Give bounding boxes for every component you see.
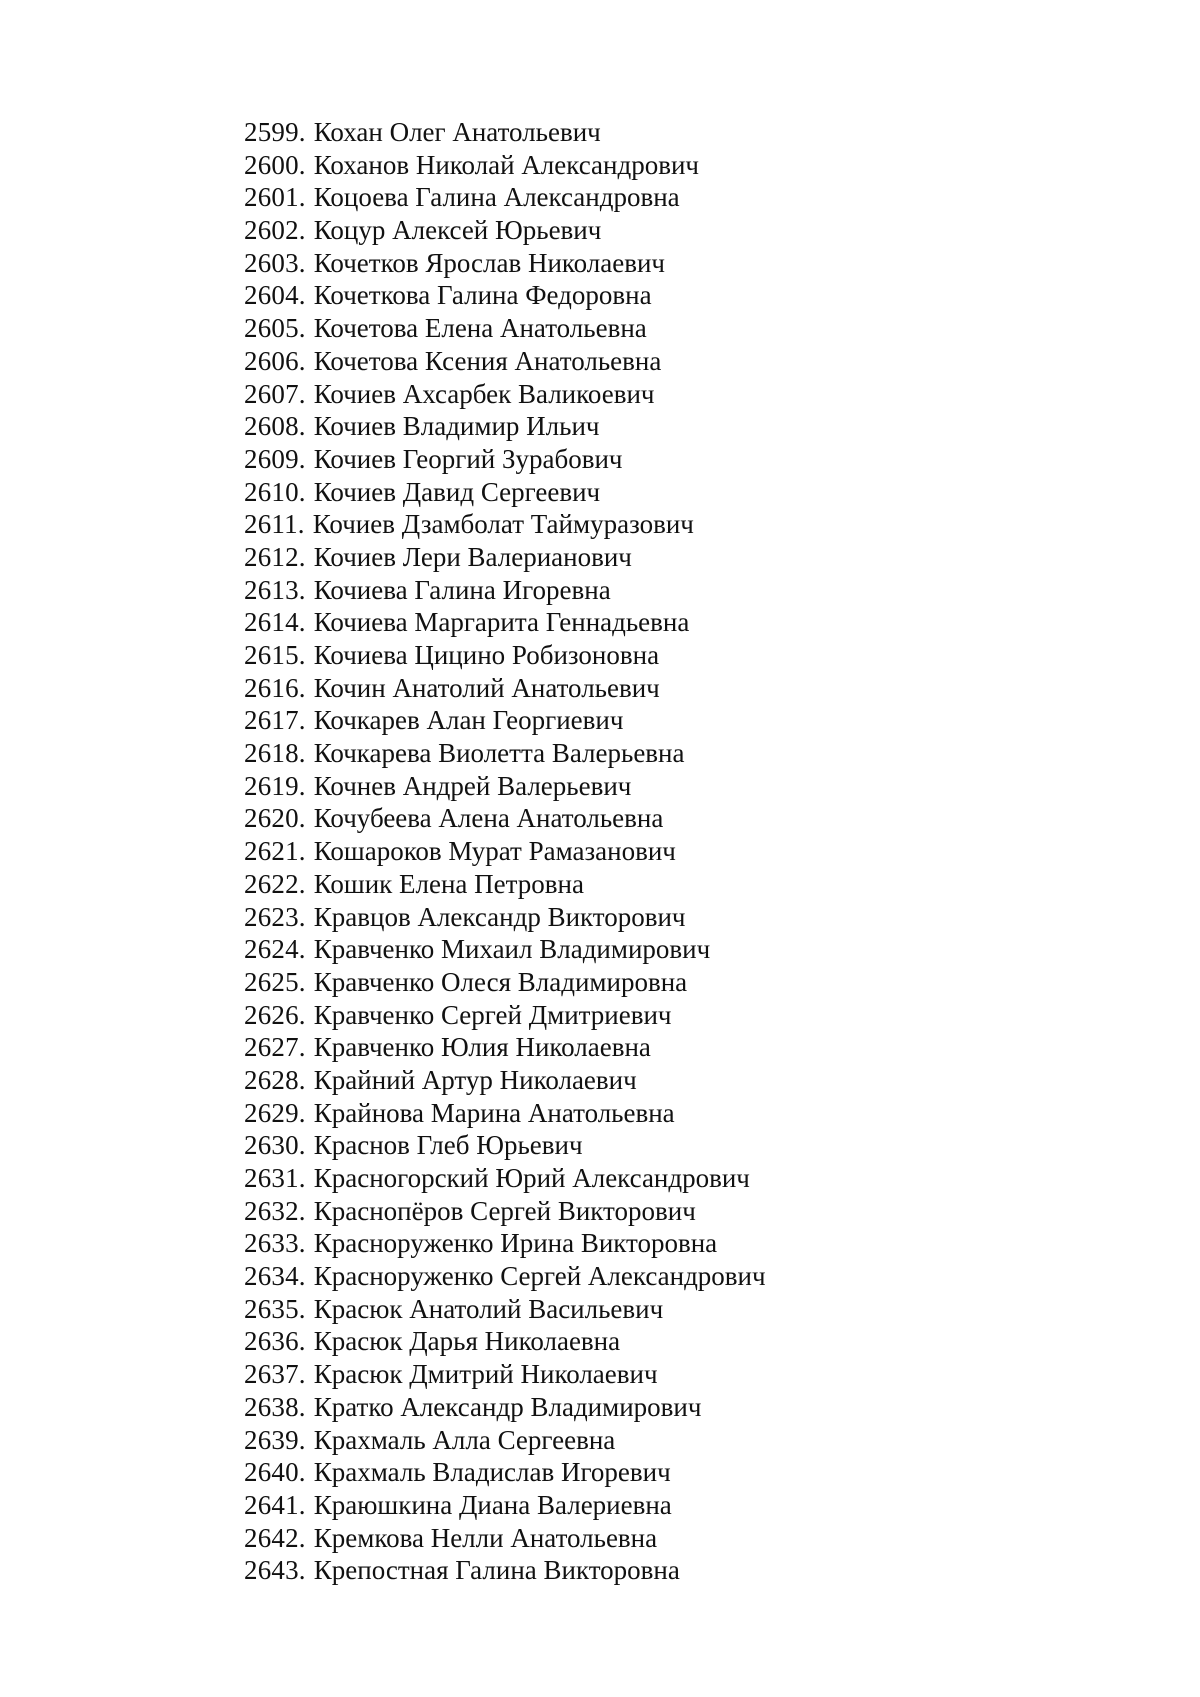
list-item <box>244 1358 766 1391</box>
entry-number: 2602. <box>244 215 306 246</box>
list-item <box>244 672 766 705</box>
entry-full-name: Кравченко Юлия Николаевна <box>313 1032 651 1063</box>
list-item <box>244 770 766 803</box>
list-item <box>244 1293 766 1326</box>
entry-number: 2612. <box>244 541 306 572</box>
entry-number: 2599. <box>244 117 306 147</box>
list-item <box>244 116 766 149</box>
entry-full-name: Кочиев Дзамболат Таймуразович <box>312 509 694 540</box>
list-item <box>244 868 766 901</box>
entry-number: 2614. <box>244 607 306 638</box>
entry-full-name: Кравцов Александр Викторович <box>313 901 686 932</box>
entry-number: 2606. <box>244 345 306 376</box>
list-item <box>244 181 766 214</box>
entry-full-name: Кочкарев Алан Георгиевич <box>313 705 624 736</box>
list-item <box>244 1129 766 1162</box>
entry-full-name: Кочиев Георгий Зурабович <box>313 443 623 474</box>
entry-full-name: Кочетков Ярослав Николаевич <box>313 247 666 278</box>
list-item <box>244 737 766 770</box>
entry-full-name: Кочкарева Виолетта Валерьевна <box>313 738 685 769</box>
entry-number: 2617. <box>244 705 306 736</box>
entry-full-name: Кочетова Елена Анатольевна <box>313 313 647 344</box>
entry-number: 2635. <box>244 1293 306 1324</box>
list-item <box>244 1456 766 1489</box>
entry-number: 2633. <box>244 1228 306 1259</box>
entry-number: 2628. <box>244 1064 306 1095</box>
entry-full-name: Кочиев Давид Сергеевич <box>313 476 601 507</box>
entry-full-name: Кравченко Михаил Владимирович <box>313 934 711 965</box>
entry-full-name: Кравченко Сергей Дмитриевич <box>313 999 672 1030</box>
entry-number: 2615. <box>244 640 306 670</box>
entry-number: 2621. <box>244 836 306 867</box>
entry-full-name: Кочиев Владимир Ильич <box>313 411 600 442</box>
entry-full-name: Кравченко Олеся Владимировна <box>313 966 688 997</box>
entry-number: 2629. <box>244 1097 306 1128</box>
entry-number: 2636. <box>244 1326 306 1357</box>
list-item <box>244 1031 766 1064</box>
entry-full-name: Красноруженко Ирина Викторовна <box>313 1228 718 1259</box>
entry-full-name: Крайний Артур Николаевич <box>313 1064 637 1095</box>
list-item <box>244 835 766 868</box>
list-item <box>244 574 766 607</box>
entry-full-name: Коцур Алексей Юрьевич <box>313 215 602 246</box>
entry-number: 2605. <box>244 313 306 344</box>
list-item <box>244 606 766 639</box>
entry-number: 2640. <box>244 1457 306 1488</box>
entry-number: 2622. <box>244 868 306 899</box>
entry-full-name: Кочиева Цицино Робизоновна <box>313 640 660 670</box>
entry-full-name: Крахмаль Алла Сергеевна <box>313 1424 616 1455</box>
list-item <box>244 1424 766 1457</box>
entry-number: 2631. <box>244 1163 306 1193</box>
entry-full-name: Краснов Глеб Юрьевич <box>313 1130 583 1161</box>
entry-number: 2604. <box>244 280 306 311</box>
list-item <box>244 508 766 541</box>
entry-number: 2610. <box>244 476 306 507</box>
entry-number: 2608. <box>244 411 306 442</box>
entry-full-name: Кочеткова Галина Федоровна <box>313 280 652 311</box>
entry-number: 2637. <box>244 1359 306 1390</box>
list-item <box>244 1391 766 1424</box>
list-item <box>244 1195 766 1228</box>
list-item <box>244 541 766 574</box>
entry-number: 2611. <box>244 509 305 540</box>
entry-number: 2619. <box>244 770 306 801</box>
entry-full-name: Кочиев Лери Валерианович <box>313 541 632 572</box>
list-item <box>244 933 766 966</box>
entry-full-name: Кочетова Ксения Анатольевна <box>313 345 662 376</box>
list-item <box>244 214 766 247</box>
list-item <box>244 279 766 312</box>
entry-number: 2623. <box>244 901 306 932</box>
entry-full-name: Краснопёров Сергей Викторович <box>313 1195 696 1226</box>
list-item <box>244 476 766 509</box>
list-item <box>244 639 766 672</box>
list-item <box>244 312 766 345</box>
entry-full-name: Кохан Олег Анатольевич <box>313 117 601 147</box>
entry-full-name: Крайнова Марина Анатольевна <box>313 1097 675 1128</box>
entry-full-name: Крахмаль Владислав Игоревич <box>313 1457 671 1488</box>
entry-full-name: Крепостная Галина Викторовна <box>313 1555 680 1586</box>
list-item <box>244 378 766 411</box>
entry-number: 2616. <box>244 672 306 703</box>
entry-number: 2639. <box>244 1424 306 1455</box>
list-item <box>244 149 766 182</box>
entry-number: 2630. <box>244 1130 306 1161</box>
entry-full-name: Красноруженко Сергей Александрович <box>313 1261 766 1292</box>
entry-number: 2609. <box>244 443 306 474</box>
entry-full-name: Красюк Анатолий Васильевич <box>313 1293 664 1324</box>
entry-full-name: Кочиев Ахсарбек Валикоевич <box>313 378 655 409</box>
list-item <box>244 966 766 999</box>
entry-number: 2603. <box>244 247 306 278</box>
entry-number: 2634. <box>244 1261 306 1292</box>
entry-number: 2625. <box>244 966 306 997</box>
entry-number: 2601. <box>244 182 306 213</box>
list-item <box>244 999 766 1032</box>
entry-full-name: Кочиева Галина Игоревна <box>313 574 611 605</box>
list-item <box>244 704 766 737</box>
list-item <box>244 410 766 443</box>
entry-number: 2607. <box>244 378 306 409</box>
entry-number: 2642. <box>244 1522 306 1553</box>
entry-full-name: Кочиева Маргарита Геннадьевна <box>313 607 690 638</box>
entry-full-name: Кратко Александр Владимирович <box>313 1391 702 1422</box>
entry-full-name: Кочнев Андрей Валерьевич <box>313 770 632 801</box>
list-item <box>244 802 766 835</box>
entry-number: 2638. <box>244 1391 306 1422</box>
list-item <box>244 1325 766 1358</box>
list-item <box>244 1489 766 1522</box>
list-item <box>244 1162 766 1195</box>
name-list <box>244 116 766 1587</box>
entry-number: 2618. <box>244 738 306 769</box>
entry-number: 2627. <box>244 1032 306 1063</box>
entry-full-name: Кочубеева Алена Анатольевна <box>313 803 664 834</box>
list-item <box>244 1097 766 1130</box>
entry-number: 2626. <box>244 999 306 1030</box>
entry-number: 2620. <box>244 803 306 834</box>
entry-full-name: Кремкова Нелли Анатольевна <box>313 1522 658 1553</box>
list-item <box>244 901 766 934</box>
entry-number: 2613. <box>244 574 306 605</box>
entry-full-name: Краюшкина Диана Валериевна <box>313 1489 672 1520</box>
list-item <box>244 247 766 280</box>
entry-number: 2641. <box>244 1489 306 1520</box>
entry-full-name: Кошик Елена Петровна <box>313 868 584 899</box>
entry-number: 2632. <box>244 1195 306 1226</box>
entry-full-name: Коцоева Галина Александровна <box>313 182 680 213</box>
entry-number: 2624. <box>244 934 306 965</box>
list-item <box>244 1554 766 1587</box>
entry-number: 2643. <box>244 1555 306 1586</box>
list-item <box>244 345 766 378</box>
entry-full-name: Красюк Дарья Николаевна <box>313 1326 621 1357</box>
entry-full-name: Красногорский Юрий Александрович <box>313 1163 750 1193</box>
list-item <box>244 1064 766 1097</box>
entry-number: 2600. <box>244 149 306 180</box>
entry-full-name: Кошароков Мурат Рамазанович <box>313 836 676 867</box>
list-item <box>244 443 766 476</box>
entry-full-name: Кочин Анатолий Анатольевич <box>313 672 660 703</box>
entry-full-name: Коханов Николай Александрович <box>313 149 699 180</box>
list-item <box>244 1227 766 1260</box>
list-item <box>244 1260 766 1293</box>
list-item <box>244 1522 766 1555</box>
entry-full-name: Красюк Дмитрий Николаевич <box>313 1359 658 1390</box>
